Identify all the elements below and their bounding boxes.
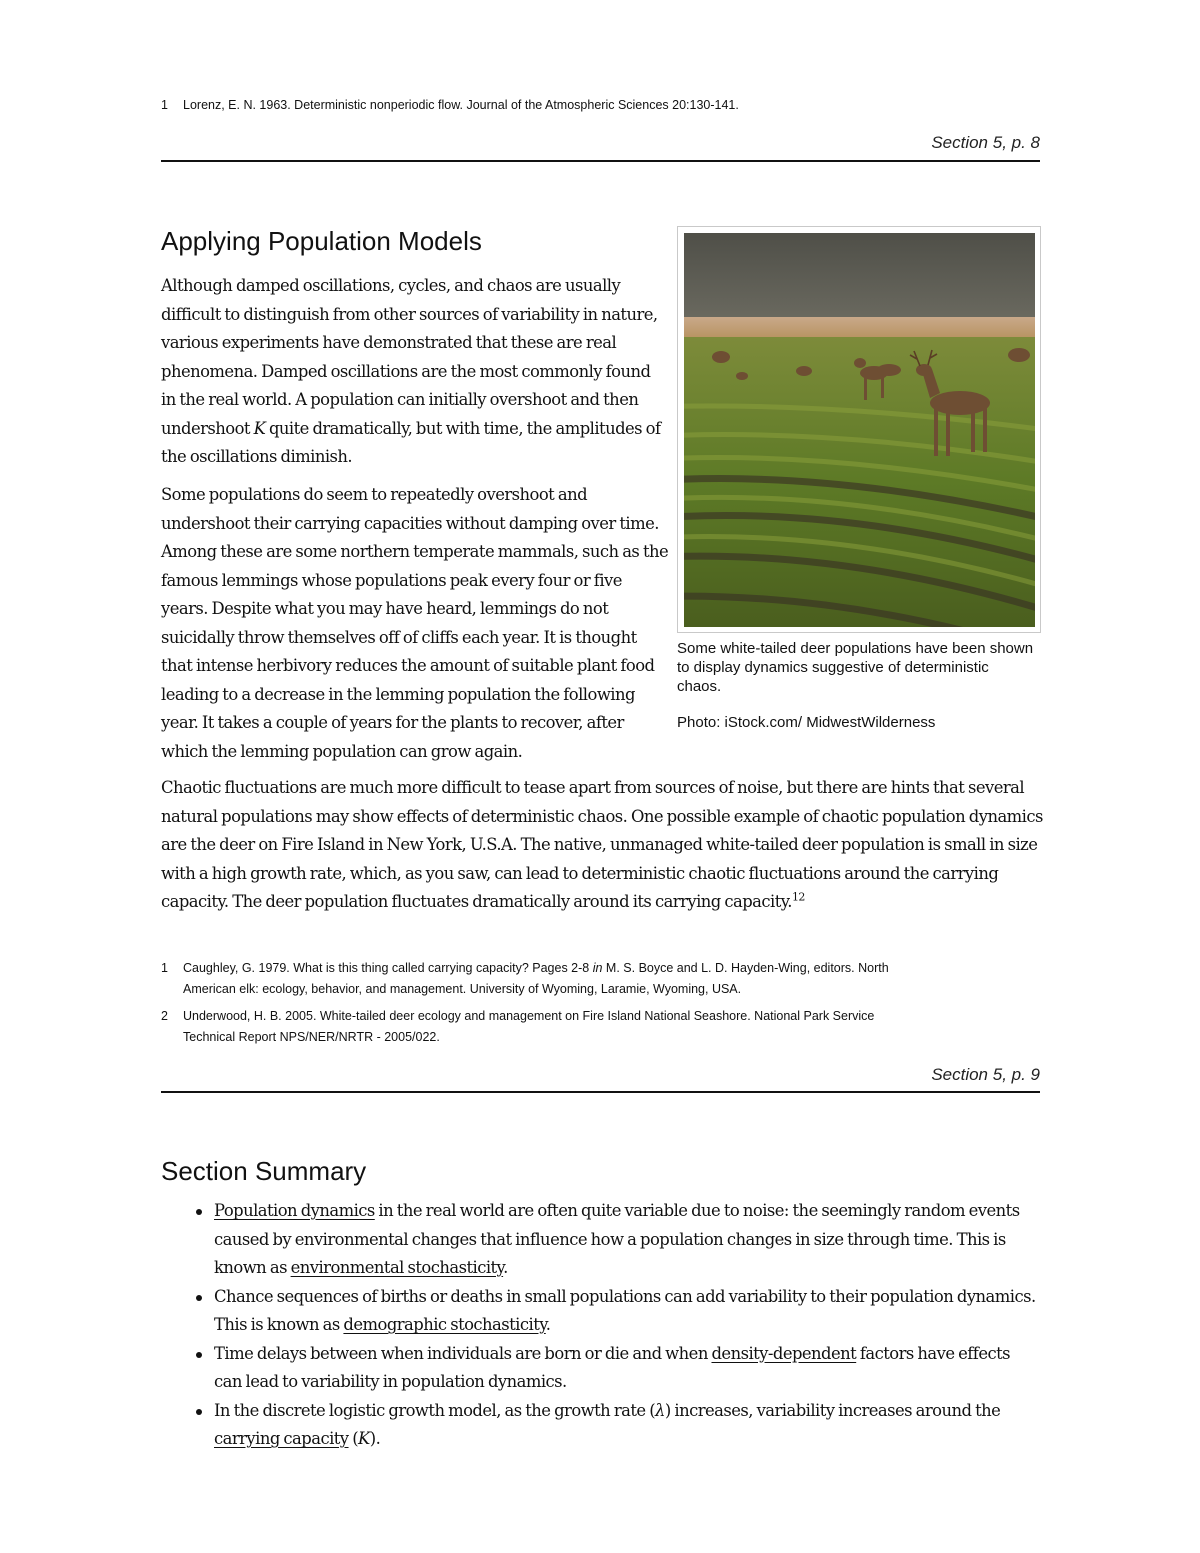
glossary-link-environmental-stochasticity[interactable]: environmental stochasticity <box>290 1258 504 1277</box>
list-item-text: In the discrete logistic growth model, as the growth rate ( <box>214 1400 656 1420</box>
list-item <box>161 1197 1041 1283</box>
list-item <box>161 1397 1041 1454</box>
section-page-label: Section 5, p. 9 <box>931 1065 1040 1084</box>
list-item-text: . <box>503 1258 508 1277</box>
footnote-number: 2 <box>161 1009 168 1023</box>
list-item-text: in the real world are often quite variable due to noise: the seemingly random events caused by environmental changes that influence how a population changes in size through time. This is known as <box>214 1201 1020 1277</box>
paragraph-1-text-a: Although damped oscillations, cycles, and chaos are usually difficult to distinguish from other sources of variability in nature, various experiments have demonstrated that these are real phenomena. Damped oscillations are the most commonly found in the real world. A population can initially overshoot and then undershoot <box>161 276 658 438</box>
footnote-italic-in: in <box>592 961 603 975</box>
footnote-text-part: Underwood, H. B. 2005. White-tailed deer ecology and management on Fire Island National Seashore. National Park Service <box>183 1009 875 1023</box>
list-item-text: Time delays between when individuals are born or die and when <box>214 1343 712 1363</box>
list-item-text: ) increases, variability increases around the <box>664 1400 1001 1420</box>
math-k: K <box>253 418 266 438</box>
deer-field-photo <box>684 233 1035 627</box>
list-item <box>161 1283 1041 1340</box>
section-page-label: Section 5, p. 8 <box>931 133 1040 152</box>
list-item <box>161 1340 1041 1397</box>
list-item-text: ). <box>369 1429 381 1448</box>
footnote-number: 1 <box>161 98 168 112</box>
summary-heading: Section Summary <box>161 1156 367 1186</box>
math-k: K <box>358 1429 370 1448</box>
footnote-text-part: M. S. Boyce and L. D. Hayden-Wing, editors. North <box>602 961 889 975</box>
paragraph-1-text-b: quite dramatically, but with time, the amplitudes of the oscillations diminish. <box>161 418 661 466</box>
paragraph-2: Some populations do seem to repeatedly overshoot and undershoot their carrying capacities without damping over time. Among these are some northern temperate mammals, such as the famous lemmings whose populations peak every four or five years. Despite what you may have heard, lemmings do not suicidally throw themselves off of cliffs each year. It is thought that intense herbivory reduces the amount of suitable plant food leading to a decrease in the lemming population the following year. It takes a couple of years for the plants to recover, after which the lemming population can grow again. <box>161 485 669 761</box>
figure-frame <box>677 226 1041 633</box>
paragraph-3-text: Chaotic fluctuations are much more difficult to tease apart from sources of noise, but there are hints that several natural populations may show effects of deterministic chaos. One possible example of chaotic population dynamics are the deer on Fire Island in New York, U.S.A. The native, unmanaged white-tailed deer population is small in size with a high growth rate, which, as you saw, can lead to deterministic chaotic fluctuations around the carrying capacity. The deer population fluctuates dramatically around its carrying capacity. <box>161 778 1043 911</box>
glossary-link-population-dynamics[interactable]: Population dynamics <box>214 1201 375 1220</box>
list-item-text: . <box>545 1315 551 1334</box>
footnote-text-part: Caughley, G. 1979. What is this thing called carrying capacity? Pages 2-8 <box>183 961 593 975</box>
footnote-text-part: Technical Report NPS/NER/NRTR - 2005/022. <box>183 1030 440 1044</box>
photo-credit: Photo: iStock.com/ MidwestWilderness <box>677 714 936 731</box>
math-lambda: λ <box>655 1400 665 1420</box>
glossary-link-density-dependent[interactable]: density-dependent <box>711 1343 857 1363</box>
figure-caption: Some white-tailed deer populations have been shown to display dynamics suggestive of deterministic chaos. <box>677 640 1034 695</box>
footnote-text <box>183 958 1013 1000</box>
footnote-text: Lorenz, E. N. 1963. Deterministic nonperiodic flow. Journal of the Atmospheric Sciences 20:130-141. <box>183 98 739 112</box>
list-item-text: ( <box>348 1429 359 1448</box>
footnote-text-part: American elk: ecology, behavior, and management. University of Wyoming, Laramie, Wyoming, USA. <box>183 982 742 996</box>
paragraph-1 <box>161 272 666 472</box>
footnote-text <box>183 1006 1013 1048</box>
section-divider <box>161 1091 1040 1093</box>
footnote-number: 1 <box>161 961 168 975</box>
footnote-ref[interactable]: 12 <box>791 890 805 904</box>
section-heading: Applying Population Models <box>161 226 482 256</box>
list-item-text: Chance sequences of births or deaths in small populations can add variability to their population dynamics. This is known as <box>214 1286 1036 1334</box>
glossary-link-carrying-capacity[interactable]: carrying capacity <box>214 1429 349 1448</box>
paragraph-3 <box>161 774 1046 917</box>
list-item-text: factors have effects can lead to variability in population dynamics. <box>214 1343 1011 1391</box>
section-divider <box>161 160 1040 162</box>
glossary-link-demographic-stochasticity[interactable]: demographic stochasticity <box>343 1315 546 1334</box>
summary-list <box>161 1197 1041 1454</box>
